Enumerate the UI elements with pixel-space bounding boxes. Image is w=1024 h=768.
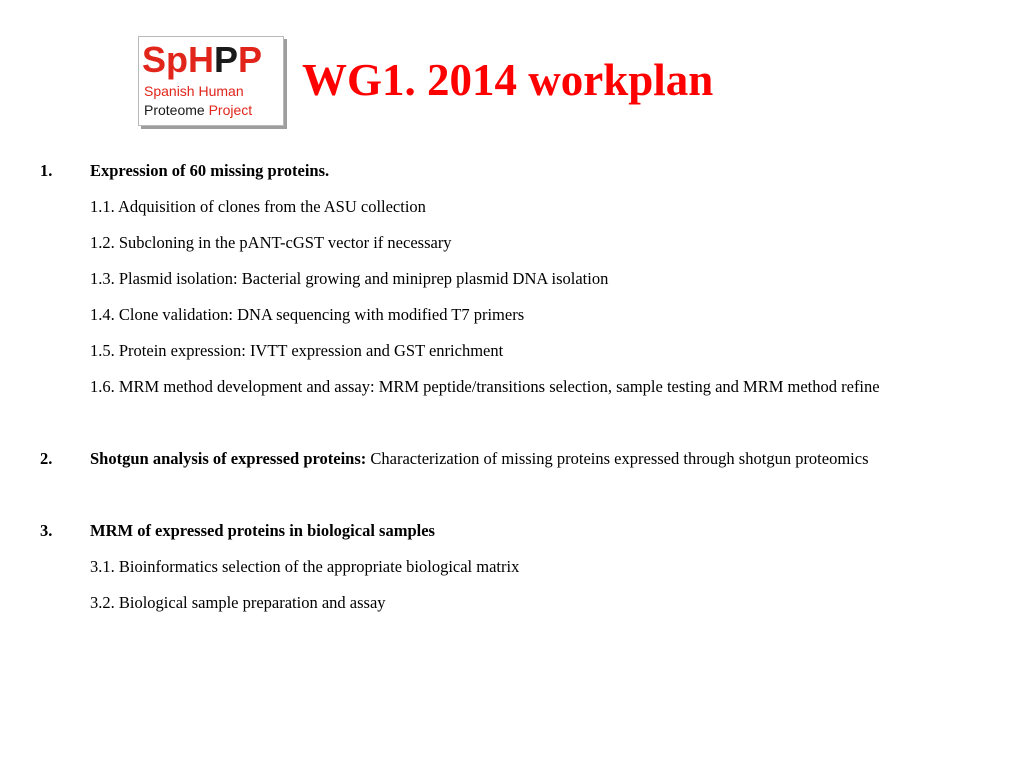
item-heading: Shotgun analysis of expressed proteins: [90, 449, 367, 468]
subitem: 1.4. Clone validation: DNA sequencing with modified T7 primers [90, 305, 525, 324]
item-heading-row [0, 519, 1024, 543]
sphpp-logo [138, 36, 284, 126]
item-number: 3. [40, 521, 53, 540]
subitem: 1.1. Adquisition of clones from the ASU collection [90, 197, 426, 216]
item-number: 2. [40, 449, 53, 468]
logo-mark-p2: P [238, 39, 263, 80]
list-item [0, 519, 1024, 615]
subitem: 1.5. Protein expression: IVTT expression and GST enrichment [90, 341, 504, 360]
list-item [0, 447, 1024, 471]
item-heading-row [0, 159, 1024, 183]
subitem: 1.3. Plasmid isolation: Bacterial growing and miniprep plasmid DNA isolation [90, 269, 609, 288]
subitem: 3.2. Biological sample preparation and assay [90, 593, 386, 612]
item-text: Characterization of missing proteins expressed through shotgun proteomics [366, 449, 869, 468]
workplan-list [0, 159, 1024, 615]
logo-line-proteome-project [144, 102, 252, 119]
logo-mark [142, 37, 262, 83]
logo-line-spanish-human: Spanish Human [144, 83, 244, 99]
logo-mark-sph: SpH [142, 39, 214, 80]
item-heading: Expression of 60 missing proteins. [90, 161, 330, 180]
logo-word-project: Project [208, 102, 253, 118]
subitem: 1.6. MRM method development and assay: MRM peptide/transitions selection, sample testing and MRM method refine [90, 377, 880, 396]
slide-title: WG1. 2014 workplan [302, 55, 714, 105]
logo-mark-p1: P [214, 39, 239, 80]
subitem: 3.1. Bioinformatics selection of the appropriate biological matrix [90, 557, 520, 576]
item-heading-row [0, 447, 1024, 471]
logo-word-proteome: Proteome [144, 102, 205, 118]
subitem: 1.2. Subcloning in the pANT-cGST vector if necessary [90, 233, 452, 252]
item-heading: MRM of expressed proteins in biological samples [90, 521, 435, 540]
list-item [0, 159, 1024, 399]
item-number: 1. [40, 161, 53, 180]
